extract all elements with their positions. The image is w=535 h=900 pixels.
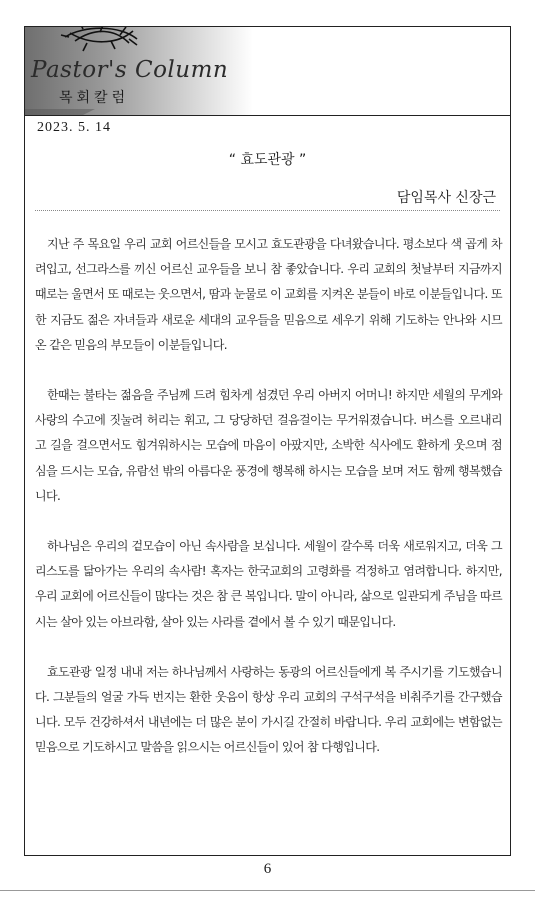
paragraph: 효도관광 일정 내내 저는 하나님께서 사랑하는 동광의 어르신들에게 복 주시기를 기도했습니다. 그분들의 얼굴 가득 번지는 환한 웃음이 항상 우리 교회의 구석구석을 비춰주기를 간구했습니다. 모두 건강하셔서 내년에는 더 많은 분이 가시길 간절히 바랍니다. 우리 교회에는 변함없는 믿음으로 기도하시고 말씀을 읽으시는 어르신들이 있어 참 다행입니다. bbox=[35, 664, 502, 755]
banner-subtitle: 목회칼럼 bbox=[59, 90, 130, 106]
page-number: 6 bbox=[263, 861, 272, 877]
paragraph: 하나님은 우리의 겉모습이 아닌 속사람을 보십니다. 세월이 갈수록 더욱 새로워지고, 더욱 그리스도를 닮아가는 우리의 속사람! 혹자는 한국교회의 고령화를 걱정하고 염려합니다. 하지만, 우리 교회에 어르신들이 많다는 것은 참 큰 복입니다. 말이 아니라, 삶으로 일관되게 주님을 따르시는 살아 있는 아브라함, 살아 있는 사라를 곁에서 볼 수 있기 때문입니다. bbox=[35, 539, 502, 629]
column-body bbox=[35, 232, 502, 786]
column-frame bbox=[24, 26, 511, 856]
paragraph: 지난 주 목요일 우리 교회 어르신들을 모시고 효도관광을 다녀왔습니다. 평소보다 색 곱게 차려입고, 선그라스를 끼신 어르신 교우들을 보니 참 좋았습니다. 우리 교회의 첫날부터 지금까지 때로는 울면서 또 때로는 웃으면서, 땀과 눈물로 이 교회를 지켜온 분들이 바로 이분들입니다. 또한 지금도 젊은 자녀들과 새로운 세대의 교우들을 믿음으로 세우기 위해 기도하는 안나와 시므온 같은 믿음의 부모들이 이분들입니다. bbox=[35, 237, 502, 352]
banner-divider bbox=[25, 115, 510, 116]
dotted-divider bbox=[35, 210, 500, 211]
column-author: 담임목사 신장근 bbox=[396, 190, 496, 206]
column-banner bbox=[25, 27, 253, 115]
column-title: “ 효도관광 ” bbox=[228, 152, 307, 168]
banner-title: Pastor's Column bbox=[31, 57, 229, 83]
column-date: 2023. 5. 14 bbox=[37, 120, 111, 135]
paragraph: 한때는 불타는 젊음을 주님께 드려 힘차게 섬겼던 우리 아버지 어머니! 하지만 세월의 무게와 사랑의 수고에 짓눌려 허리는 휘고, 그 당당하던 걸음걸이는 무거워졌습니다. 버스를 오르내리고 길을 걸으면서도 힘겨워하시는 모습에 마음이 아팠지만, 소박한 식사에도 환하게 웃으며 점심을 드시는 모습, 유람선 밖의 아름다운 풍경에 행복해 하시는 모습을 보며 저도 함께 행복했습니다. bbox=[35, 388, 502, 503]
bottom-divider bbox=[0, 890, 535, 891]
